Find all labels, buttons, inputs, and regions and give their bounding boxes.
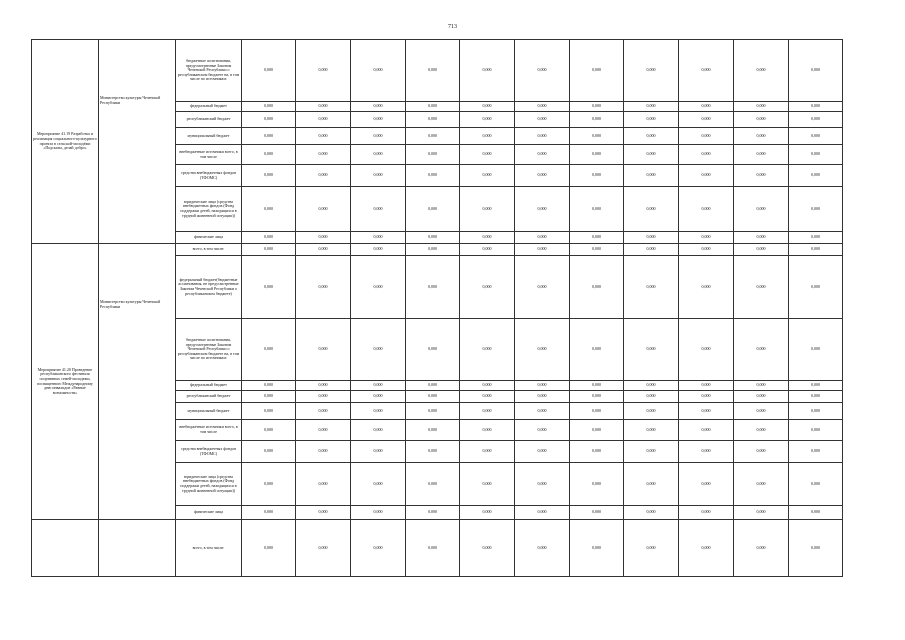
value-cell: 0,000 xyxy=(789,112,843,128)
executor-cell xyxy=(99,520,176,577)
value-cell: 0,000 xyxy=(296,520,351,577)
value-cell: 0,000 xyxy=(624,145,679,165)
value-cell: 0,000 xyxy=(406,40,460,102)
value-cell: 0,000 xyxy=(406,102,460,112)
value-cell: 0,000 xyxy=(406,187,460,232)
value-cell: 0,000 xyxy=(679,381,734,391)
value-cell: 0,000 xyxy=(624,232,679,244)
value-cell: 0,000 xyxy=(515,420,570,441)
value-cell: 0,000 xyxy=(351,244,406,256)
value-cell: 0,000 xyxy=(515,441,570,463)
value-cell: 0,000 xyxy=(570,319,624,381)
value-cell: 0,000 xyxy=(242,102,296,112)
value-cell: 0,000 xyxy=(570,256,624,319)
value-cell: 0,000 xyxy=(570,403,624,420)
funding-source-cell: внебюджетные источники всего, в том числе xyxy=(176,145,242,165)
value-cell: 0,000 xyxy=(570,128,624,145)
value-cell: 0,000 xyxy=(734,244,789,256)
value-cell: 0,000 xyxy=(679,165,734,187)
value-cell: 0,000 xyxy=(624,420,679,441)
value-cell: 0,000 xyxy=(515,506,570,520)
value-cell: 0,000 xyxy=(515,244,570,256)
value-cell: 0,000 xyxy=(515,381,570,391)
value-cell: 0,000 xyxy=(570,102,624,112)
value-cell: 0,000 xyxy=(460,420,515,441)
value-cell: 0,000 xyxy=(679,319,734,381)
value-cell: 0,000 xyxy=(570,244,624,256)
funding-source-cell: муниципальный бюджет xyxy=(176,128,242,145)
value-cell: 0,000 xyxy=(624,165,679,187)
value-cell: 0,000 xyxy=(460,381,515,391)
funding-source-cell: юридические лица (средства внебюджетных фондов (Фонд поддержки детей, находящихся в трудной жизненной ситуации)) xyxy=(176,187,242,232)
value-cell: 0,000 xyxy=(679,441,734,463)
value-cell: 0,000 xyxy=(515,112,570,128)
value-cell: 0,000 xyxy=(406,381,460,391)
value-cell: 0,000 xyxy=(296,506,351,520)
value-cell: 0,000 xyxy=(679,506,734,520)
value-cell: 0,000 xyxy=(351,128,406,145)
value-cell: 0,000 xyxy=(242,403,296,420)
funding-source-cell: средства внебюджетных фондов (ТФОМС) xyxy=(176,165,242,187)
value-cell: 0,000 xyxy=(734,403,789,420)
value-cell: 0,000 xyxy=(789,403,843,420)
value-cell: 0,000 xyxy=(789,463,843,506)
value-cell: 0,000 xyxy=(515,232,570,244)
value-cell: 0,000 xyxy=(296,128,351,145)
value-cell: 0,000 xyxy=(734,40,789,102)
table-row xyxy=(32,520,898,577)
value-cell: 0,000 xyxy=(351,145,406,165)
value-cell: 0,000 xyxy=(789,441,843,463)
value-cell: 0,000 xyxy=(570,112,624,128)
value-cell: 0,000 xyxy=(351,463,406,506)
budget-table xyxy=(31,39,898,577)
value-cell: 0,000 xyxy=(624,391,679,403)
table-row xyxy=(32,40,898,102)
funding-source-cell: всего, в том числе: xyxy=(176,244,242,256)
value-cell: 0,000 xyxy=(515,463,570,506)
value-cell: 0,000 xyxy=(351,506,406,520)
value-cell: 0,000 xyxy=(570,381,624,391)
value-cell: 0,000 xyxy=(406,319,460,381)
value-cell: 0,000 xyxy=(734,441,789,463)
value-cell: 0,000 xyxy=(242,145,296,165)
value-cell: 0,000 xyxy=(351,102,406,112)
value-cell: 0,000 xyxy=(296,102,351,112)
value-cell: 0,000 xyxy=(460,244,515,256)
value-cell: 0,000 xyxy=(734,256,789,319)
value-cell: 0,000 xyxy=(351,40,406,102)
value-cell: 0,000 xyxy=(624,102,679,112)
value-cell: 0,000 xyxy=(515,391,570,403)
value-cell: 0,000 xyxy=(460,319,515,381)
value-cell: 0,000 xyxy=(570,520,624,577)
value-cell: 0,000 xyxy=(460,128,515,145)
value-cell: 0,000 xyxy=(734,319,789,381)
funding-source-cell: средства внебюджетных фондов (ТФОМС) xyxy=(176,441,242,463)
value-cell: 0,000 xyxy=(515,256,570,319)
value-cell: 0,000 xyxy=(624,40,679,102)
value-cell: 0,000 xyxy=(296,187,351,232)
value-cell: 0,000 xyxy=(296,244,351,256)
funding-source-cell: федеральный бюджет(бюджетные ассигнования, не предусмотренные Законом Чеченской Республики о республиканском бюджете) xyxy=(176,256,242,319)
value-cell: 0,000 xyxy=(406,165,460,187)
table-row xyxy=(32,244,898,256)
value-cell: 0,000 xyxy=(351,187,406,232)
value-cell: 0,000 xyxy=(570,420,624,441)
value-cell: 0,000 xyxy=(734,391,789,403)
value-cell: 0,000 xyxy=(296,420,351,441)
value-cell: 0,000 xyxy=(679,520,734,577)
value-cell: 0,000 xyxy=(570,165,624,187)
value-cell: 0,000 xyxy=(789,128,843,145)
value-cell: 0,000 xyxy=(406,128,460,145)
value-cell: 0,000 xyxy=(242,232,296,244)
funding-source-cell: внебюджетные источники всего, в том числе xyxy=(176,420,242,441)
value-cell: 0,000 xyxy=(460,102,515,112)
value-cell: 0,000 xyxy=(351,112,406,128)
value-cell: 0,000 xyxy=(460,403,515,420)
value-cell: 0,000 xyxy=(296,403,351,420)
measure-cell xyxy=(32,520,99,577)
value-cell: 0,000 xyxy=(351,165,406,187)
value-cell: 0,000 xyxy=(242,112,296,128)
funding-source-cell: бюджетные ассигнования, предусмотренные Законом Чеченской Республики о республиканском бюджете на, в том числе по источникам: xyxy=(176,40,242,102)
value-cell: 0,000 xyxy=(679,391,734,403)
value-cell: 0,000 xyxy=(351,232,406,244)
value-cell: 0,000 xyxy=(679,244,734,256)
value-cell: 0,000 xyxy=(734,463,789,506)
measure-cell: Мероприятие 41.19 Разработка и реализация социального-культурного проекта в сельской-молодёжи «Подсказы, делай добро» xyxy=(32,40,99,244)
value-cell: 0,000 xyxy=(296,232,351,244)
value-cell: 0,000 xyxy=(570,441,624,463)
value-cell: 0,000 xyxy=(242,463,296,506)
value-cell: 0,000 xyxy=(242,420,296,441)
funding-source-cell: бюджетные ассигнования, предусмотренные Законом Чеченской Республики о республиканском бюджете на, в том числе по источникам: xyxy=(176,319,242,381)
value-cell: 0,000 xyxy=(624,244,679,256)
value-cell: 0,000 xyxy=(624,463,679,506)
value-cell: 0,000 xyxy=(734,520,789,577)
value-cell: 0,000 xyxy=(679,112,734,128)
value-cell: 0,000 xyxy=(789,506,843,520)
value-cell: 0,000 xyxy=(515,165,570,187)
value-cell: 0,000 xyxy=(351,441,406,463)
value-cell: 0,000 xyxy=(570,232,624,244)
value-cell: 0,000 xyxy=(460,232,515,244)
value-cell: 0,000 xyxy=(406,112,460,128)
value-cell: 0,000 xyxy=(734,232,789,244)
value-cell: 0,000 xyxy=(789,381,843,391)
funding-source-cell: физические лица xyxy=(176,506,242,520)
value-cell: 0,000 xyxy=(789,520,843,577)
value-cell: 0,000 xyxy=(296,145,351,165)
value-cell: 0,000 xyxy=(570,187,624,232)
value-cell: 0,000 xyxy=(624,403,679,420)
funding-source-cell: муниципальный бюджет xyxy=(176,403,242,420)
value-cell: 0,000 xyxy=(789,391,843,403)
value-cell: 0,000 xyxy=(734,145,789,165)
value-cell: 0,000 xyxy=(296,463,351,506)
funding-source-cell: республиканский бюджет xyxy=(176,391,242,403)
value-cell: 0,000 xyxy=(515,40,570,102)
executor-cell: Министерство культуры Чеченской Республики xyxy=(99,40,176,244)
funding-source-cell: юридические лица (средства внебюджетных фондов (Фонд поддержки детей, находящихся в трудной жизненной ситуации)) xyxy=(176,463,242,506)
value-cell: 0,000 xyxy=(296,319,351,381)
value-cell: 0,000 xyxy=(570,391,624,403)
funding-source-cell: физические лица xyxy=(176,232,242,244)
value-cell: 0,000 xyxy=(242,40,296,102)
value-cell: 0,000 xyxy=(406,145,460,165)
value-cell: 0,000 xyxy=(789,145,843,165)
value-cell: 0,000 xyxy=(460,256,515,319)
value-cell: 0,000 xyxy=(406,520,460,577)
value-cell: 0,000 xyxy=(679,463,734,506)
value-cell: 0,000 xyxy=(734,187,789,232)
value-cell: 0,000 xyxy=(242,128,296,145)
value-cell: 0,000 xyxy=(460,187,515,232)
value-cell: 0,000 xyxy=(242,441,296,463)
value-cell: 0,000 xyxy=(406,420,460,441)
value-cell: 0,000 xyxy=(570,506,624,520)
value-cell: 0,000 xyxy=(460,40,515,102)
value-cell: 0,000 xyxy=(296,112,351,128)
value-cell: 0,000 xyxy=(242,506,296,520)
value-cell: 0,000 xyxy=(351,520,406,577)
value-cell: 0,000 xyxy=(460,441,515,463)
value-cell: 0,000 xyxy=(515,187,570,232)
value-cell: 0,000 xyxy=(679,232,734,244)
value-cell: 0,000 xyxy=(242,319,296,381)
value-cell: 0,000 xyxy=(515,403,570,420)
measure-cell: Мероприятие 41.20 Проведение республиканского фестиваля спортивных семей-молодежи, посвященного Международному дню инвалидов «Равные возможности» xyxy=(32,244,99,520)
value-cell: 0,000 xyxy=(296,441,351,463)
value-cell: 0,000 xyxy=(242,165,296,187)
value-cell: 0,000 xyxy=(406,441,460,463)
value-cell: 0,000 xyxy=(789,319,843,381)
value-cell: 0,000 xyxy=(679,187,734,232)
value-cell: 0,000 xyxy=(789,40,843,102)
value-cell: 0,000 xyxy=(296,40,351,102)
value-cell: 0,000 xyxy=(570,463,624,506)
value-cell: 0,000 xyxy=(789,232,843,244)
value-cell: 0,000 xyxy=(789,256,843,319)
value-cell: 0,000 xyxy=(296,391,351,403)
value-cell: 0,000 xyxy=(296,165,351,187)
value-cell: 0,000 xyxy=(406,244,460,256)
value-cell: 0,000 xyxy=(351,381,406,391)
value-cell: 0,000 xyxy=(624,128,679,145)
value-cell: 0,000 xyxy=(734,102,789,112)
value-cell: 0,000 xyxy=(624,381,679,391)
value-cell: 0,000 xyxy=(789,165,843,187)
value-cell: 0,000 xyxy=(242,381,296,391)
value-cell: 0,000 xyxy=(296,381,351,391)
value-cell: 0,000 xyxy=(570,145,624,165)
value-cell: 0,000 xyxy=(242,187,296,232)
funding-source-cell: всего, в том числе: xyxy=(176,520,242,577)
value-cell: 0,000 xyxy=(734,420,789,441)
value-cell: 0,000 xyxy=(351,319,406,381)
value-cell: 0,000 xyxy=(515,145,570,165)
value-cell: 0,000 xyxy=(406,506,460,520)
value-cell: 0,000 xyxy=(570,40,624,102)
value-cell: 0,000 xyxy=(406,391,460,403)
value-cell: 0,000 xyxy=(679,145,734,165)
value-cell: 0,000 xyxy=(679,102,734,112)
funding-source-cell: федеральный бюджет xyxy=(176,381,242,391)
value-cell: 0,000 xyxy=(460,145,515,165)
value-cell: 0,000 xyxy=(789,244,843,256)
value-cell: 0,000 xyxy=(624,187,679,232)
value-cell: 0,000 xyxy=(406,232,460,244)
value-cell: 0,000 xyxy=(624,256,679,319)
value-cell: 0,000 xyxy=(351,420,406,441)
value-cell: 0,000 xyxy=(242,391,296,403)
value-cell: 0,000 xyxy=(406,463,460,506)
value-cell: 0,000 xyxy=(624,506,679,520)
funding-source-cell: республиканский бюджет xyxy=(176,112,242,128)
value-cell: 0,000 xyxy=(734,165,789,187)
value-cell: 0,000 xyxy=(296,256,351,319)
value-cell: 0,000 xyxy=(406,403,460,420)
value-cell: 0,000 xyxy=(515,128,570,145)
value-cell: 0,000 xyxy=(242,256,296,319)
value-cell: 0,000 xyxy=(460,391,515,403)
value-cell: 0,000 xyxy=(789,420,843,441)
value-cell: 0,000 xyxy=(624,520,679,577)
value-cell: 0,000 xyxy=(734,128,789,145)
value-cell: 0,000 xyxy=(679,128,734,145)
value-cell: 0,000 xyxy=(734,112,789,128)
value-cell: 0,000 xyxy=(460,112,515,128)
page-number: 713 xyxy=(448,24,457,30)
value-cell: 0,000 xyxy=(406,256,460,319)
value-cell: 0,000 xyxy=(460,463,515,506)
value-cell: 0,000 xyxy=(351,403,406,420)
value-cell: 0,000 xyxy=(679,403,734,420)
executor-cell: Министерство культуры Чеченской Республики xyxy=(99,244,176,520)
funding-source-cell: федеральный бюджет xyxy=(176,102,242,112)
value-cell: 0,000 xyxy=(351,256,406,319)
value-cell: 0,000 xyxy=(460,506,515,520)
value-cell: 0,000 xyxy=(789,102,843,112)
value-cell: 0,000 xyxy=(789,187,843,232)
value-cell: 0,000 xyxy=(242,244,296,256)
value-cell: 0,000 xyxy=(624,112,679,128)
value-cell: 0,000 xyxy=(515,520,570,577)
value-cell: 0,000 xyxy=(734,381,789,391)
value-cell: 0,000 xyxy=(679,40,734,102)
value-cell: 0,000 xyxy=(624,441,679,463)
value-cell: 0,000 xyxy=(679,420,734,441)
value-cell: 0,000 xyxy=(679,256,734,319)
value-cell: 0,000 xyxy=(734,506,789,520)
value-cell: 0,000 xyxy=(351,391,406,403)
value-cell: 0,000 xyxy=(242,520,296,577)
value-cell: 0,000 xyxy=(460,165,515,187)
value-cell: 0,000 xyxy=(624,319,679,381)
value-cell: 0,000 xyxy=(515,102,570,112)
value-cell: 0,000 xyxy=(460,520,515,577)
value-cell: 0,000 xyxy=(515,319,570,381)
